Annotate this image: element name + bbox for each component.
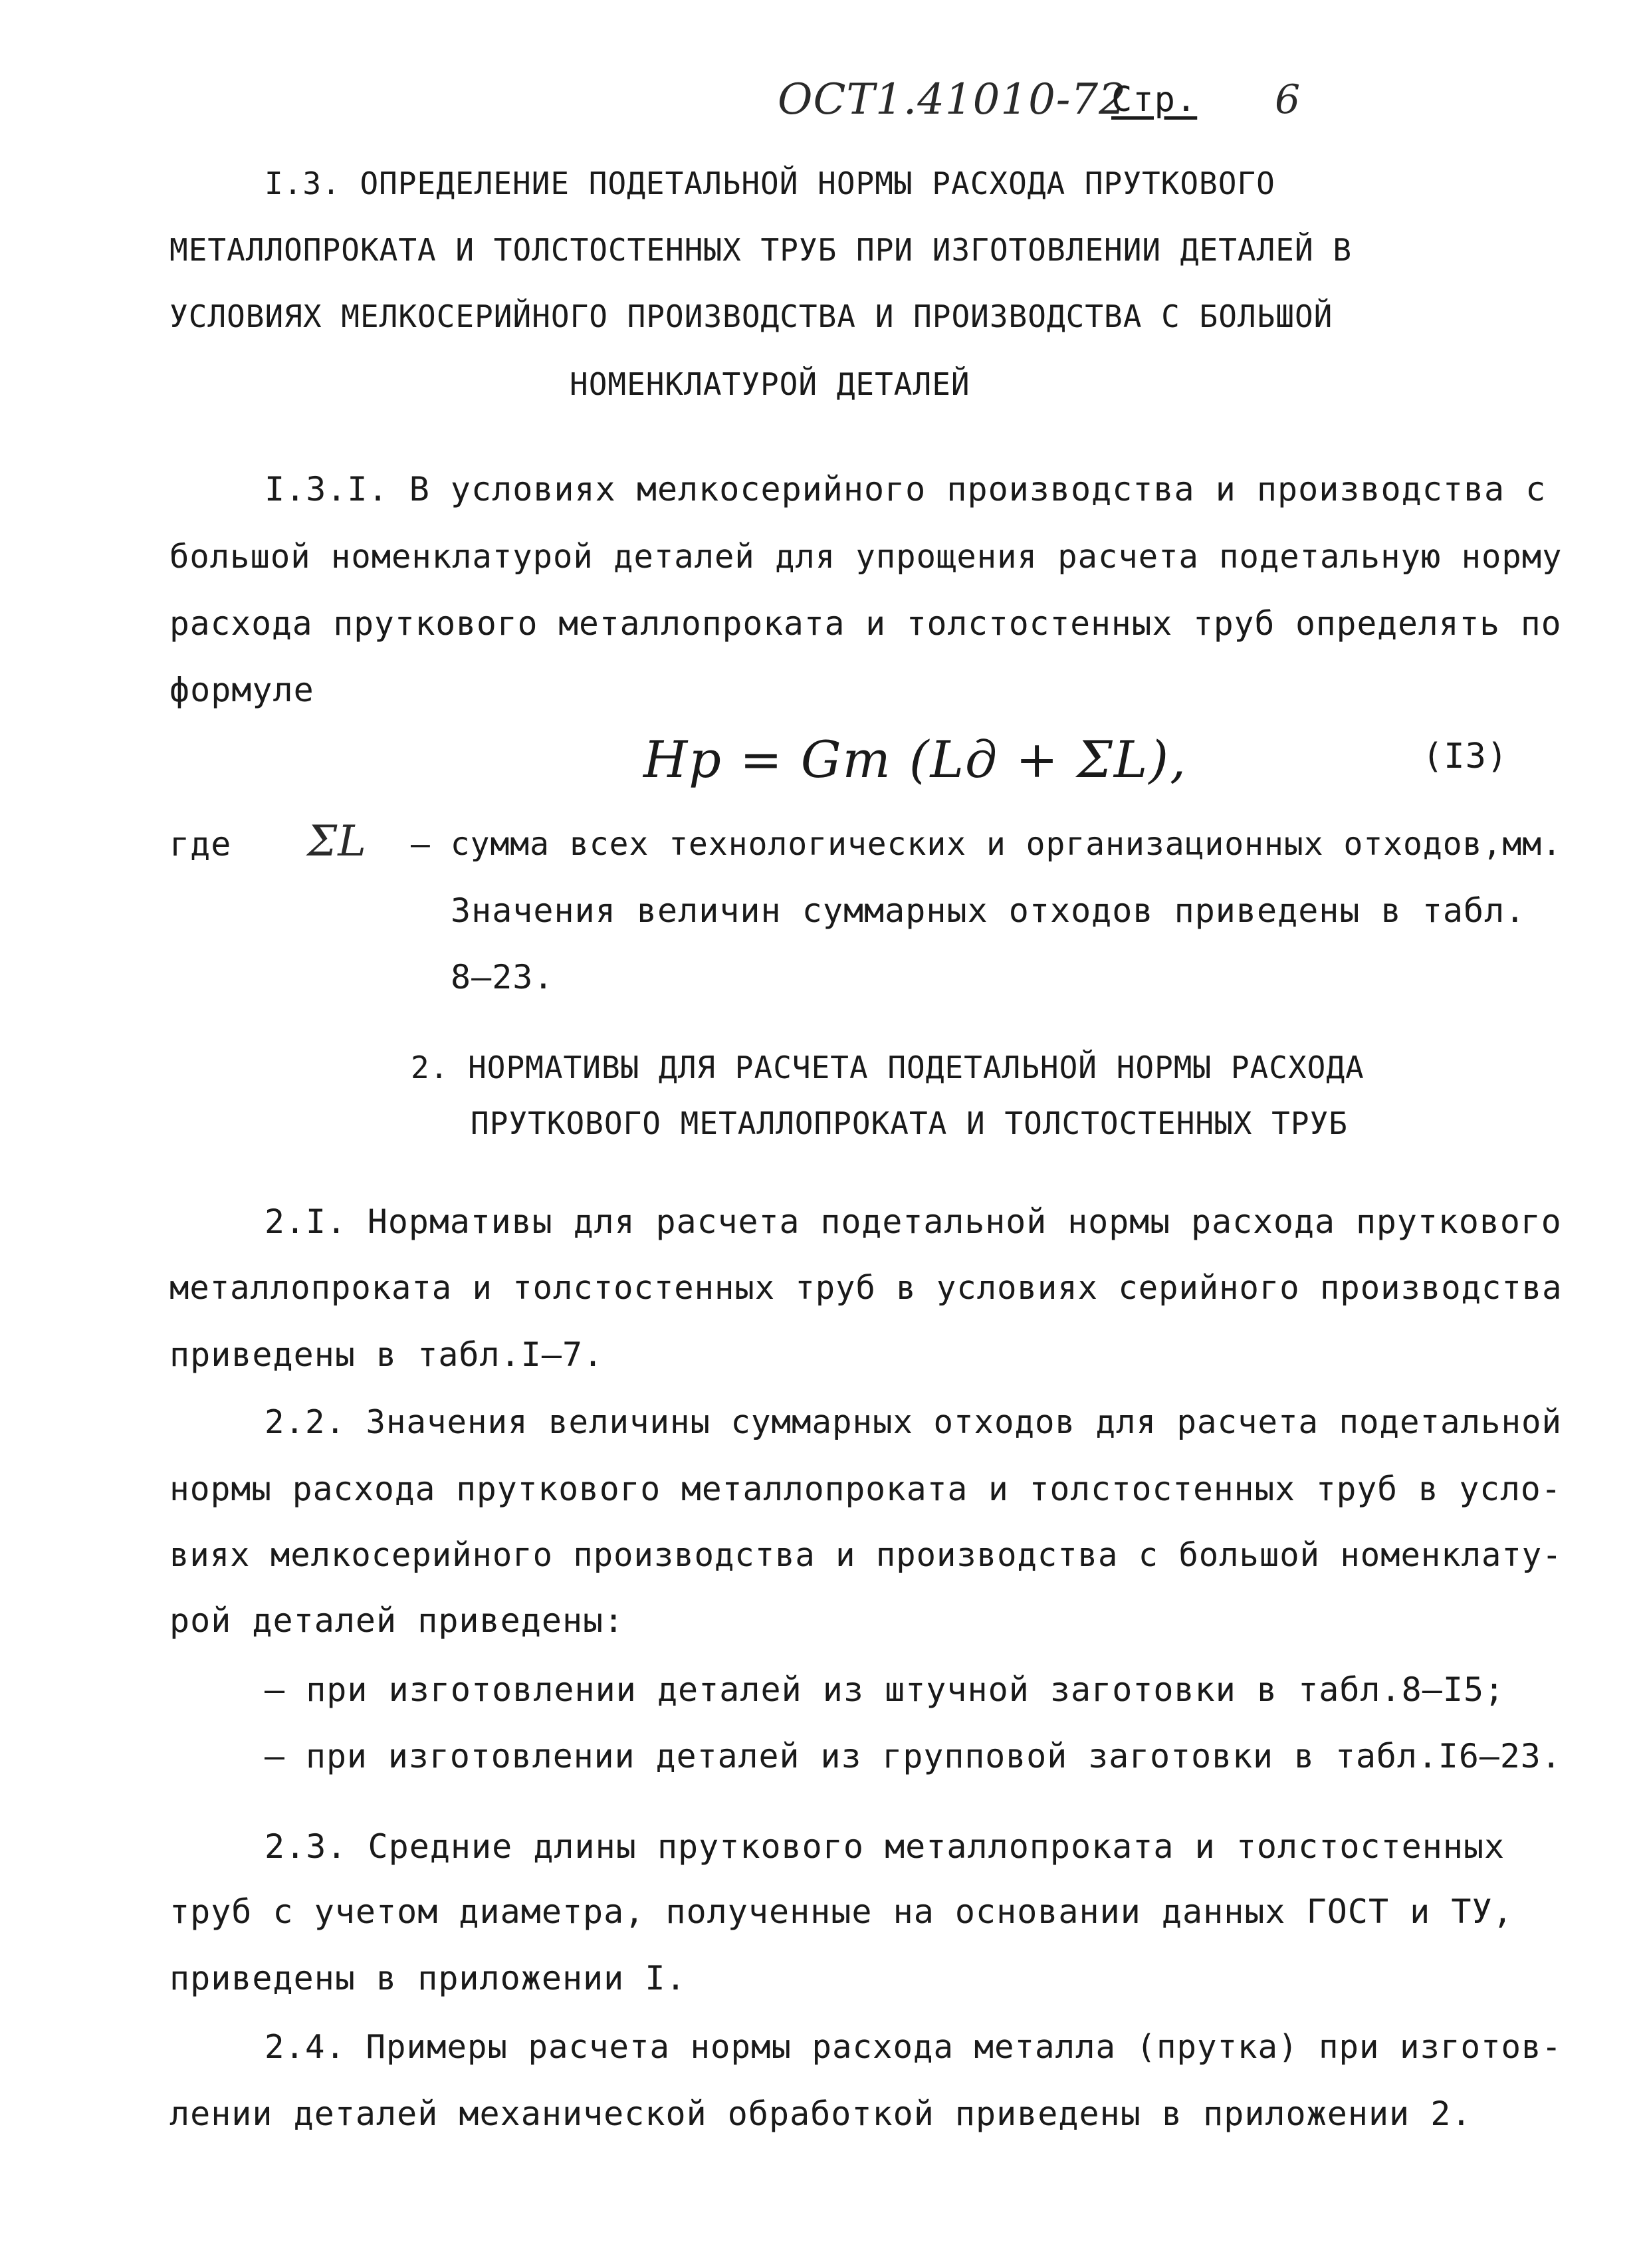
- para-2-4-line-1: 2.4. Примеры расчета нормы расхода металла (прутка) при изготов-: [265, 2028, 1563, 2066]
- para-2-1-line-3: приведены в табл.I–7.: [169, 1335, 604, 1374]
- para-1-3-1-line-3: расхода пруткового металлопроката и толстостенных труб определять по: [169, 604, 1562, 643]
- where-symbol: ΣL: [307, 817, 367, 866]
- doc-code: ОСТ1.41010-72: [778, 75, 1127, 124]
- where-line-2: Значения величин суммарных отходов приведены в табл.: [451, 891, 1526, 930]
- list-item-2: – при изготовлении деталей из групповой заготовки в табл.I6–23.: [265, 1737, 1562, 1775]
- section-1-3-title-line-1: I.3. ОПРЕДЕЛЕНИЕ ПОДЕТАЛЬНОЙ НОРМЫ РАСХОДА ПРУТКОВОГО: [265, 166, 1275, 201]
- section-2-title-line-2: ПРУТКОВОГО МЕТАЛЛОПРОКАТА И ТОЛСТОСТЕННЫХ ТРУБ: [471, 1105, 1348, 1141]
- para-2-2-line-4: рой деталей приведены:: [169, 1601, 625, 1640]
- para-1-3-1-line-2: большой номенклатурой деталей для упрощения расчета подетальную норму: [169, 538, 1563, 576]
- where-line-1: – сумма всех технологических и организационных отходов,мм.: [411, 826, 1562, 863]
- where-label: где: [169, 825, 232, 863]
- para-2-3-line-1: 2.3. Средние длины пруткового металлопроката и толстостенных: [265, 1827, 1505, 1866]
- section-1-3-title-line-4: НОМЕНКЛАТУРОЙ ДЕТАЛЕЙ: [570, 366, 970, 402]
- para-1-3-1-line-1: I.3.I. В условиях мелкосерийного производства и производства с: [265, 470, 1547, 509]
- page-number: 6: [1275, 76, 1301, 123]
- list-item-1: – при изготовлении деталей из штучной заготовки в табл.8–I5;: [265, 1670, 1505, 1709]
- para-1-3-1-line-4: формуле: [169, 671, 314, 709]
- para-2-1-line-2: металлопроката и толстостенных труб в условиях серийного производства: [169, 1269, 1563, 1307]
- formula-number: (I3): [1422, 737, 1509, 776]
- section-2-title-line-1: 2. НОРМАТИВЫ ДЛЯ РАСЧЕТА ПОДЕТАЛЬНОЙ НОРМЫ РАСХОДА: [411, 1050, 1365, 1085]
- section-1-3-title-line-3: УСЛОВИЯХ МЕЛКОСЕРИЙНОГО ПРОИЗВОДСТВА И ПРОИЗВОДСТВА С БОЛЬШОЙ: [169, 298, 1333, 334]
- para-2-2-line-1: 2.2. Значения величины суммарных отходов для расчета подетальной: [265, 1403, 1563, 1441]
- page-label: Стр.: [1111, 80, 1198, 120]
- para-2-2-line-2: нормы расхода пруткового металлопроката и толстостенных труб в усло-: [169, 1470, 1562, 1508]
- para-2-2-line-3: виях мелкосерийного производства и производства с большой номенклату-: [169, 1536, 1563, 1574]
- para-2-4-line-2: лении деталей механической обработкой приведены в приложении 2.: [169, 2095, 1472, 2133]
- para-2-1-line-1: 2.I. Нормативы для расчета подетальной нормы расхода пруткового: [265, 1202, 1562, 1241]
- formula: Hр = Gт (Lд + ΣL),: [643, 730, 1188, 789]
- where-line-3: 8–23.: [451, 958, 554, 996]
- para-2-3-line-3: приведены в приложении I.: [169, 1959, 687, 1997]
- section-1-3-title-line-2: МЕТАЛЛОПРОКАТА И ТОЛСТОСТЕННЫХ ТРУБ ПРИ ИЗГОТОВЛЕНИИ ДЕТАЛЕЙ В: [169, 232, 1353, 268]
- para-2-3-line-2: труб с учетом диаметра, полученные на основании данных ГОСТ и ТУ,: [169, 1892, 1513, 1931]
